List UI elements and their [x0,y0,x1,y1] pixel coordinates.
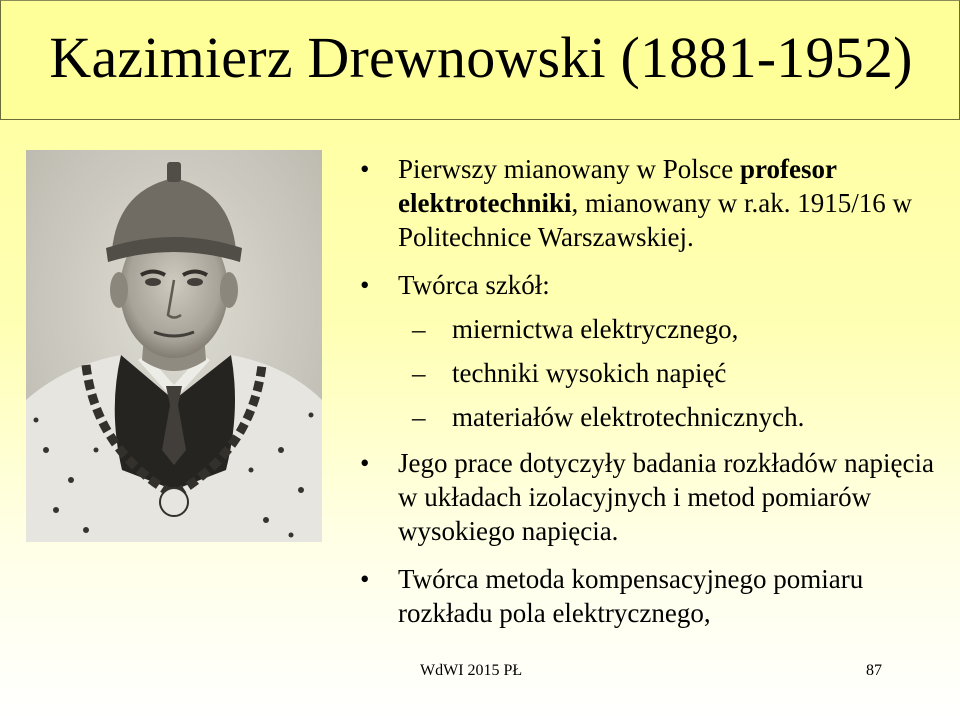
sub-bullet-item [356,356,946,390]
bullet-item [356,562,946,630]
portrait-photo [26,150,322,542]
bullet-dot-icon: • [360,448,370,478]
bullet-text: , mianowany w r.ak. 1915/16 w Politechnice Warszawskiej. [398,188,912,252]
bullet-dot-icon: • [360,154,370,184]
dash-icon: – [412,314,426,344]
bullet-dot-icon: • [360,270,370,300]
page-number: 87 [866,662,882,679]
bullet-dot-icon: • [360,564,370,594]
bullet-text: Twórca szkół: [398,270,550,300]
sub-bullet-text: miernictwa elektrycznego, [452,314,739,344]
bullet-item [356,268,946,302]
bullet-list [356,152,946,630]
bullet-text: Pierwszy mianowany w Polsce [398,154,740,184]
dash-icon: – [412,402,426,432]
sub-bullet-text: materiałów elektrotechnicznych. [452,402,805,432]
bullet-item [356,446,946,548]
bullet-bold-text: profesor elektrotechniki [398,154,837,218]
bullet-text: Jego prace dotyczyły badania rozkładów napięcia w układach izolacyjnych i metod pomiarów wysokiego napięcia. [398,448,935,546]
title-bar [0,0,960,120]
bullet-item [356,152,946,254]
sub-bullet-item [356,400,946,434]
footer-label: WdWI 2015 PŁ [420,662,523,679]
dash-icon: – [412,358,426,388]
slide-title: Kazimierz Drewnowski (1881-1952) [49,25,913,90]
sub-bullet-text: techniki wysokich napięć [452,358,727,388]
sub-bullet-item [356,312,946,346]
bullet-text: Twórca metoda kompensacyjnego pomiaru rozkładu pola elektrycznego, [398,564,864,628]
